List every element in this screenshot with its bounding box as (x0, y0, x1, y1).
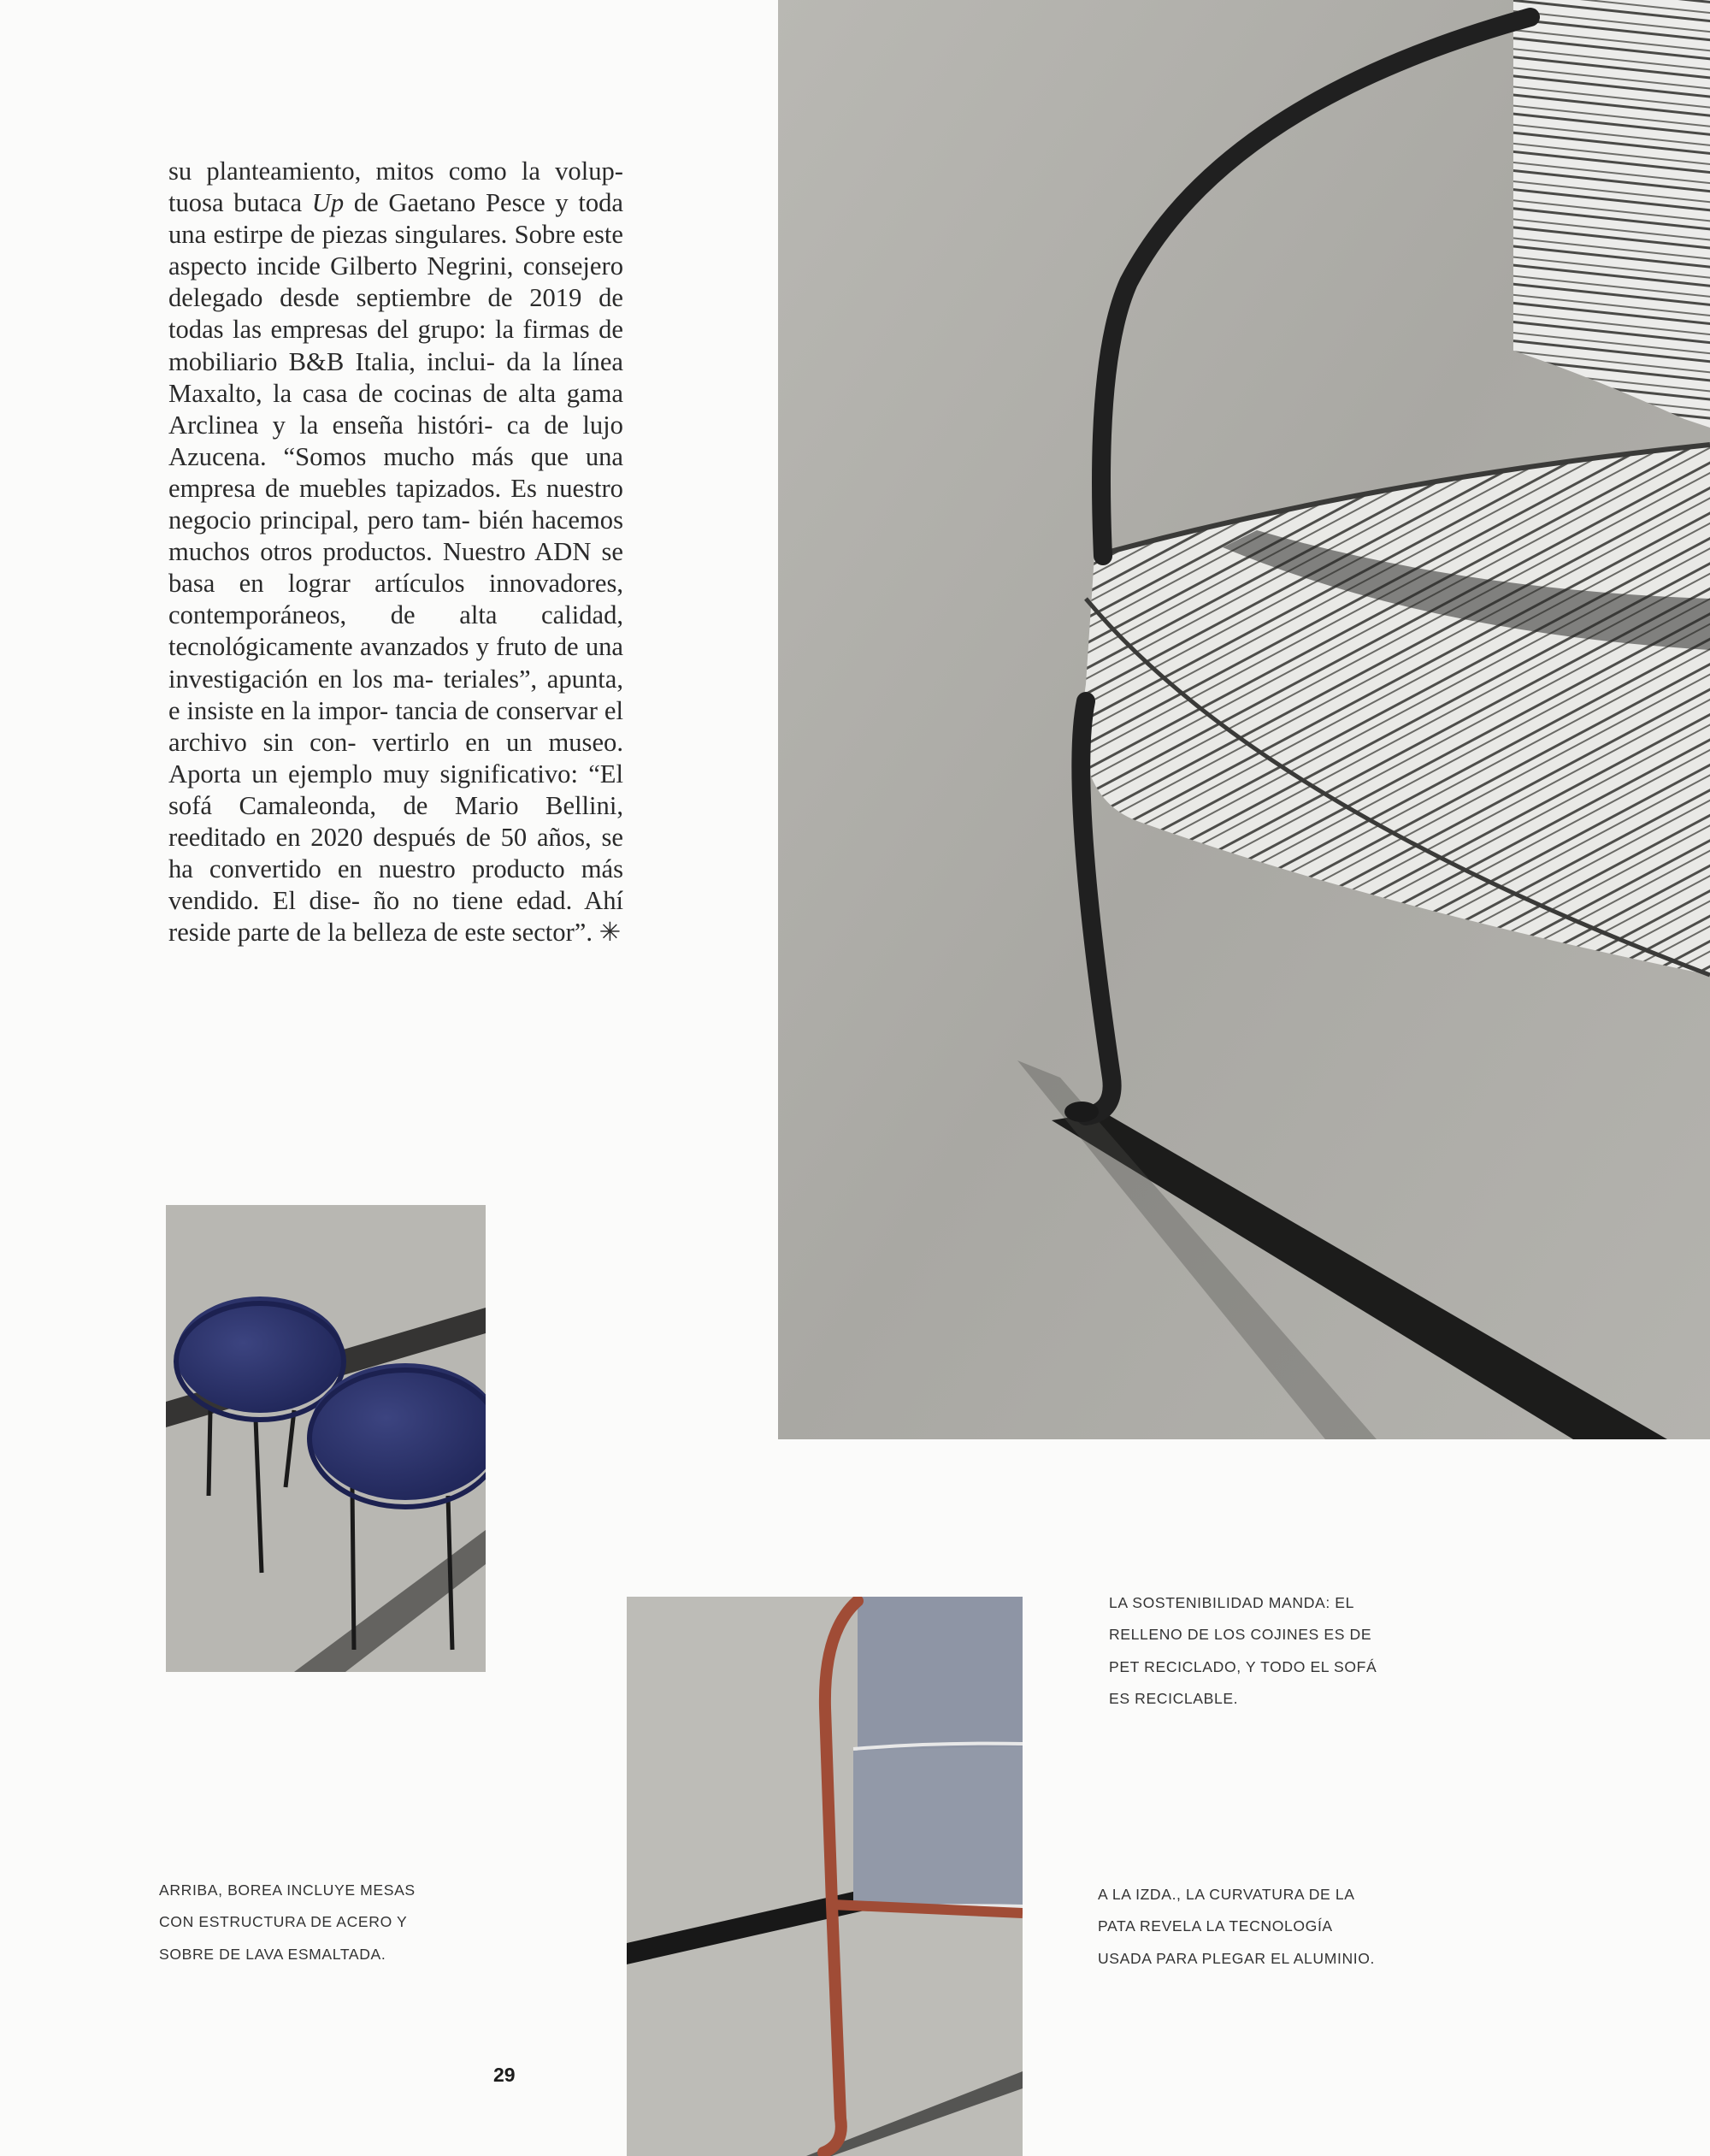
article-line: nuestro producto más vendido. El dise- (168, 854, 623, 916)
article-line: consejero delegado desde septiembre de (168, 251, 623, 313)
caption-line: ES RECICLABLE. (1109, 1690, 1239, 1708)
sofa-detail-illustration (627, 1597, 1023, 2156)
article-line: tuosa butaca (168, 188, 312, 218)
caption-line: ARRIBA, BOREA INCLUYE MESAS (159, 1881, 416, 1899)
caption-line: LA SOSTENIBILIDAD MANDA: EL (1109, 1594, 1355, 1611)
article-line: Es nuestro negocio principal, pero tam- (168, 473, 623, 535)
article-line: de Mario Bellini, reeditado en 2020 (168, 790, 623, 852)
article-line: su planteamiento, mitos como la volup- (168, 157, 623, 186)
article-line: muy significativo: “El sofá Camaleonda, (168, 759, 623, 820)
article-italic-title: Up (311, 188, 345, 218)
caption-sostenibilidad (1109, 1587, 1417, 1716)
caption-line: CON ESTRUCTURA DE ACERO Y (159, 1913, 408, 1931)
article-line: alta gama Arclinea y la enseña históri- (168, 378, 623, 440)
article-line: teriales”, apunta, e insiste en la impor- (168, 664, 623, 725)
caption-line: PET RECICLADO, Y TODO EL SOFÁ (1109, 1657, 1377, 1675)
caption-line: A LA IZDA., LA CURVATURA DE LA (1098, 1886, 1355, 1903)
side-tables-illustration (166, 1205, 486, 1672)
caption-line: SOBRE DE LAVA ESMALTADA. (159, 1945, 386, 1963)
article-line: bién hacemos muchos otros productos. (168, 505, 623, 567)
article-line: este aspecto incide Gilberto Negrini, (168, 220, 623, 281)
article-line: ño no tiene edad. Ahí reside parte de la (168, 886, 624, 948)
article-line: belleza de este sector”. ✳ (352, 918, 622, 948)
article-line: calidad, tecnológicamente avanzados (168, 600, 624, 662)
article-line: una estirpe de piezas singulares. Sobre (168, 220, 576, 250)
article-line: ca de lujo Azucena. “Somos mucho más (168, 410, 623, 471)
caption-arriba (159, 1875, 467, 1970)
article-line: vertirlo en un museo. Aporta un ejemplo (168, 727, 623, 789)
armchair-photo (778, 0, 1710, 1439)
page-number: 29 (493, 2064, 516, 2086)
armchair-illustration (778, 0, 1710, 1439)
side-tables-photo (166, 1205, 486, 1672)
article-line: que una empresa de muebles tapizados. (168, 441, 624, 503)
article-line: y fruto de una investigación en los ma- (168, 632, 623, 694)
article-line: 2019 de todas las empresas del grupo: la (168, 283, 623, 345)
article-line: innovadores, contemporáneos, de alta (168, 569, 623, 630)
article-line: da la línea Maxalto, la casa de cocinas de (168, 346, 623, 408)
article-paragraph (168, 156, 623, 948)
article-line: firmas de mobiliario B&B Italia, inclui- (168, 315, 623, 376)
article-line: después de 50 años, se ha convertido en (168, 822, 623, 884)
caption-line: USADA PARA PLEGAR EL ALUMINIO. (1098, 1949, 1376, 1967)
article-line: Nuestro ADN se basa en lograr artículos (168, 537, 623, 599)
article-line: tancia de conservar el archivo sin con- (168, 695, 623, 757)
article-body (168, 156, 623, 948)
caption-line: RELLENO DE LOS COJINES ES DE (1109, 1626, 1372, 1644)
caption-izda (1098, 1879, 1406, 1975)
caption-line: PATA REVELA LA TECNOLOGÍA (1098, 1917, 1333, 1935)
sofa-detail-photo (627, 1597, 1023, 2156)
article-line: de Gaetano Pesce y toda (344, 188, 623, 218)
